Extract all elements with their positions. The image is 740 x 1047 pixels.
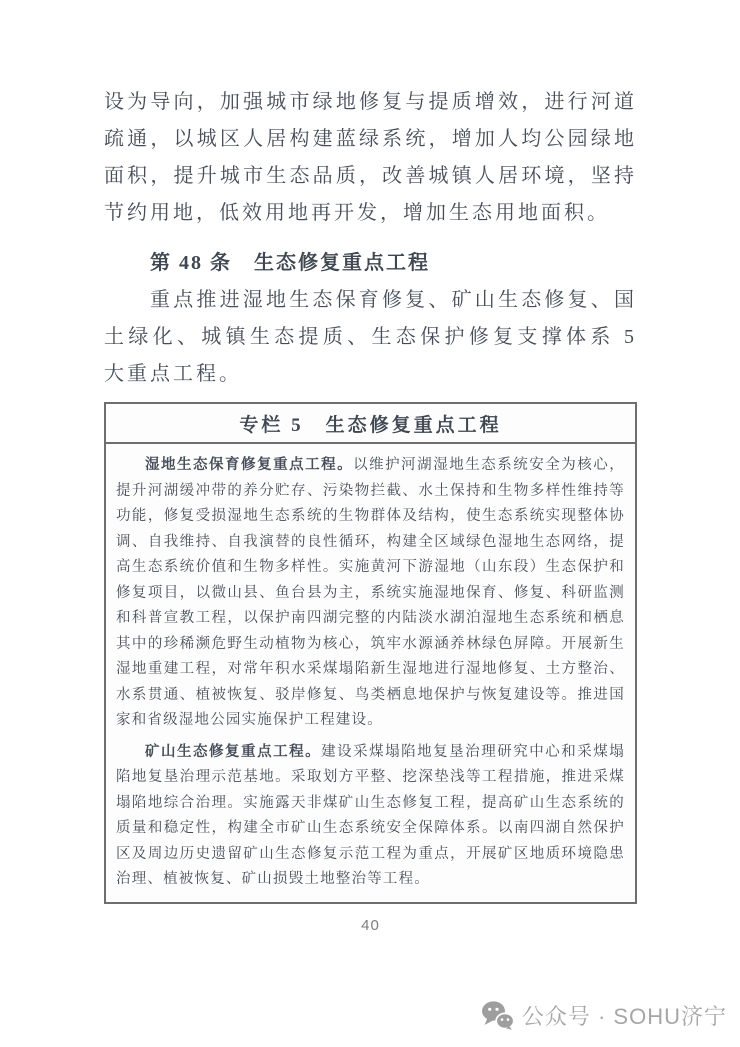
column-box-body xyxy=(106,444,635,902)
body-paragraph-1: 设为导向，加强城市绿地修复与提质增效，进行河道疏通，以城区人居构建蓝绿系统，增加人均公园绿地面积，提升城市生态品质，改善城镇人居环境，坚持节约用地，低效用地再开发，增加生态用地面积。 xyxy=(104,91,637,224)
document-content xyxy=(104,84,637,934)
body-paragraph-2: 重点推进湿地生态保育修复、矿山生态修复、国土绿化、城镇生态提质、生态保护修复支撑体系 5 大重点工程。 xyxy=(104,289,637,385)
wechat-icon xyxy=(481,1001,514,1030)
panel-paragraph-mine xyxy=(116,740,625,893)
panel-paragraph-wetland-lead: 湿地生态保育修复重点工程。 xyxy=(145,457,354,473)
column-box-title: 专栏 5 生态修复重点工程 xyxy=(106,404,635,444)
page-number: 40 xyxy=(361,916,380,934)
article-heading: 第 48 条 生态修复重点工程 xyxy=(150,252,430,274)
watermark xyxy=(481,1000,727,1031)
panel-paragraph-wetland-text: 以维护河湖湿地生态系统安全为核心，提升河湖缓冲带的养分贮存、污染物拦截、水土保持和生物多样性维持等功能，修复受损湿地生态系统的生物群体及结构，使生态系统实现整体协调、自我维持、自我演替的良性循环，构建全区域绿色湿地生态网络，提高生态系统价值和生物多样性。实施黄河下游湿地（山东段）生态保护和修复项目，以微山县、鱼台县为主，系统实施湿地保育、修复、科研监测和科普宣教工程，以保护南四湖完整的内陆淡水湖泊湿地生态系统和栖息其中的珍稀濒危野生动植物为核心，筑牢水源涵养林绿色屏障。开展新生湿地重建工程，对常年积水采煤塌陷新生湿地进行湿地修复、土方整治、水系贯通、植被恢复、驳岸修复、鸟类栖息地保护与恢复建设等。推进国家和省级湿地公园实施保护工程建设。 xyxy=(116,457,625,728)
column-box-5 xyxy=(104,402,637,904)
watermark-text: 公众号 · SOHU济宁 xyxy=(521,1004,727,1029)
panel-paragraph-wetland xyxy=(116,453,625,734)
panel-paragraph-mine-lead: 矿山生态修复重点工程。 xyxy=(145,743,322,760)
panel-paragraph-mine-text: 建设采煤塌陷地复垦治理研究中心和采煤塌陷地复垦治理示范基地。采取划方平整、挖深垫浅等工程措施，推进采煤塌陷地综合治理。实施露天非煤矿山生态修复工程，提高矿山生态系统的质量和稳定性，构建全市矿山生态系统安全保障体系。以南四湖自然保护区及周边历史遗留矿山生态修复示范工程为重点，开展矿区地质环境隐患治理、植被恢复、矿山损毁土地整治等工程。 xyxy=(116,743,625,887)
